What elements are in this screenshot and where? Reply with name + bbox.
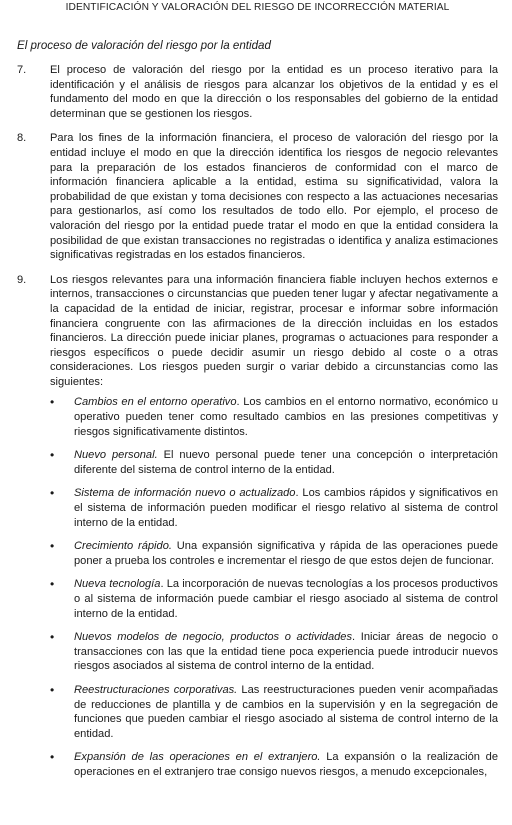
list-item-separator: . bbox=[236, 396, 244, 409]
list-item-text: Iniciar áreas de negocio o transacciones con las que la entidad tiene poca experiencia puede introducir nuevos riesgos asociados al sistema de control interno de la entidad. bbox=[74, 631, 498, 673]
list-item-title: Crecimiento rápido. bbox=[74, 540, 172, 553]
list-item-body bbox=[74, 683, 498, 741]
list-item-text: La incorporación de nuevas tecnologías a los procesos productivos o al sistema de información puede cambiar el riesgo asociado al sistema de control interno de la entidad. bbox=[74, 578, 498, 620]
bullet-icon: • bbox=[50, 395, 55, 410]
paragraph-number: 9. bbox=[17, 273, 27, 286]
list-item-separator: . bbox=[295, 487, 303, 500]
list-item-separator: . bbox=[352, 631, 361, 644]
running-header: IDENTIFICACIÓN Y VALORACIÓN DEL RIESGO DE INCORRECCIÓN MATERIAL bbox=[65, 2, 450, 13]
list-item-body bbox=[74, 395, 498, 439]
paragraph-9-body bbox=[50, 273, 498, 780]
list-item-separator: . bbox=[160, 578, 167, 591]
paragraph-text: Los riesgos relevantes para una información financiera fiable incluyen hechos externos e internos, transacciones o circunstancias que pueden tener lugar y afectar negativamente a la capacidad de la entidad de iniciar, registrar, procesar e informar sobre información financiera congruente con las afirmaciones de la dirección incluidas en los estados financieros. La dirección puede iniciar planes, programas o actuaciones para responder a riesgos específicos o puede decidir asumir un riesgo debido al coste o a otras consideraciones. Los riesgos pueden surgir o variar debido a circunstancias como las siguientes: bbox=[50, 273, 498, 388]
list-item-text: Las reestructuraciones pueden venir acompañadas de reducciones de plantilla y de cambios en la supervisión y en la segregación de funciones que pueden cambiar el riesgo asociado al sistema de control interno de la entidad. bbox=[74, 683, 498, 740]
list-item bbox=[50, 448, 498, 477]
paragraph-text: Para los fines de la información financiera, el proceso de valoración del riesgo por la entidad incluye el modo en que la dirección identifica los riesgos de negocio relevantes para la preparación de los estados financieros de conformidad con el marco de información financiera aplicable a la entidad, estima su significatividad, valora la probabilidad de que existan y toma decisiones con respecto a las actuaciones necesarias para gestionarlos, así como los resultados de todo ello. Por ejemplo, el proceso de valoración del riesgo por la entidad puede tratar el modo en que la entidad considera la posibilidad de que existan transacciones no registradas o identifica y analiza estimaciones significativas registradas en los estados financieros. bbox=[50, 132, 498, 262]
list-item bbox=[50, 750, 498, 779]
bullet-icon: • bbox=[50, 577, 55, 592]
bullet-icon: • bbox=[50, 539, 55, 554]
paragraph-7 bbox=[17, 63, 498, 121]
list-item bbox=[50, 539, 498, 568]
list-item-title: Nueva tecnología bbox=[74, 578, 161, 591]
bullet-icon: • bbox=[50, 750, 55, 765]
paragraph-8 bbox=[17, 131, 498, 262]
list-item-title: Reestructuraciones corporativas. bbox=[74, 683, 238, 696]
list-item-title: Expansión de las operaciones en el extranjero. bbox=[74, 751, 321, 764]
list-item bbox=[50, 630, 498, 674]
bullet-icon: • bbox=[50, 448, 55, 463]
list-item bbox=[50, 683, 498, 741]
list-item-body bbox=[74, 630, 498, 674]
list-item-title: Nuevo personal. bbox=[74, 449, 158, 462]
list-item-title: Nuevos modelos de negocio, productos o actividades bbox=[74, 631, 353, 644]
paragraph-9 bbox=[17, 273, 498, 780]
list-item bbox=[50, 395, 498, 439]
paragraph-number: 7. bbox=[17, 64, 27, 76]
bullet-icon: • bbox=[50, 486, 55, 501]
bullet-icon: • bbox=[50, 682, 55, 697]
list-item-title: Sistema de información nuevo o actualizado bbox=[74, 487, 296, 500]
paragraph-text: El proceso de valoración del riesgo por la entidad es un proceso iterativo para la identificación y el análisis de riesgos para alcanzar los objetivos de la entidad y es el fundamento del modo en que la dirección o los responsables del gobierno de la entidad determinan que se gestionen los riesgos. bbox=[50, 64, 498, 120]
list-item bbox=[50, 577, 498, 621]
list-item-text: Los cambios rápidos y significativos en el sistema de información pueden modificar el riesgo relativo al sistema de control interno de la entidad. bbox=[74, 487, 498, 529]
list-item bbox=[50, 486, 498, 530]
section-heading: El proceso de valoración del riesgo por la entidad bbox=[17, 39, 271, 52]
list-item-body bbox=[74, 577, 498, 621]
list-item-body bbox=[74, 750, 498, 779]
list-item-text: La expansión o la realización de operaciones en el extranjero trae consigo nuevos riesgos, a menudo excepcionales, bbox=[74, 751, 498, 778]
list-item-body bbox=[74, 486, 498, 530]
list-item-text: El nuevo personal puede tener una concepción o interpretación diferente del sistema de control interno de la entidad. bbox=[74, 449, 498, 476]
bullet-icon: • bbox=[50, 630, 55, 645]
list-item-text: Una expansión significativa y rápida de las operaciones puede poner a prueba los controles e incrementar el riesgo de que estos dejen de funcionar. bbox=[74, 540, 498, 567]
circumstances-list bbox=[50, 395, 498, 779]
list-item-text: Los cambios en el entorno normativo, económico u operativo pueden tener como resultado cambios en las presiones competitivas y riesgos significativamente distintos. bbox=[74, 396, 499, 438]
paragraph-number: 8. bbox=[17, 132, 27, 145]
list-item-title: Cambios en el entorno operativo bbox=[74, 396, 237, 409]
list-item-body bbox=[74, 448, 498, 477]
list-item-body bbox=[74, 539, 498, 568]
